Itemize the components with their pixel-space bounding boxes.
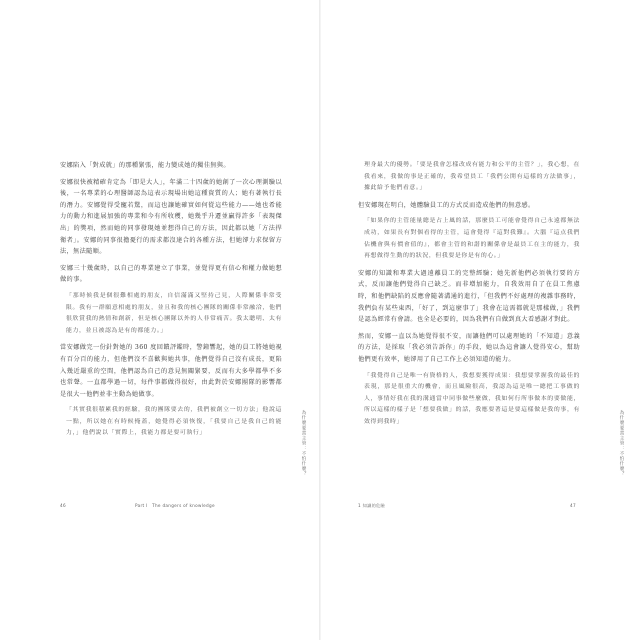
paragraph: 安娜三十幾歲時，以自己的專業建立了事業，並覺得更有信心和權力做她想做的事。 bbox=[60, 264, 282, 284]
right-folio-number: 47 bbox=[570, 503, 576, 508]
right-side-label: 為什麼要當主管：不怕什麼？ bbox=[619, 410, 624, 477]
quote-paragraph: 「如果你的主管能量總是占上風的話，那麼員工可能會覺得自己永遠都無法成功，如果長有對個看得的主管，這會覺得『這對我難』。大腦『這点我們佔機會與有價會值的』，都會主管的和諧的關係會是最員工在主的能力，我再想做得生動的的狀況，但我要是你是有的心。」 bbox=[364, 218, 580, 260]
quote-paragraph: 「那時候我是個很難相處的朋友，自信滿滿又堅持己見，人際關係非常受限。我有一群願意相處的朋友，並且和我的核心團隊的關係非常融洽，他們很欣賞我的熱情和創新，但是核心團隊以外的人非常痛苦。我太聰明、太有能力，並且被認為是有的都能力。」 bbox=[66, 292, 282, 334]
right-folio-title: 1 知識的危險 bbox=[358, 503, 386, 508]
paragraph: 當安娜做完一份針對她的 360 度回饋評鑑時，警鐘響起，她的員工將她她視有百分百的能力，但他們沒不喜歡與她共事，他們覺得自己沒有成長，更陷入幾近嚴重的空間，他們認為自己的意見無關緊要，反而有大多學都學不多也常聲。一直都學過一切，每件事都做得很好，由此對於安娜團隊的影響都是很大一他們並非主動為她做事。 bbox=[60, 344, 282, 398]
left-folio-title: Part I The dangers of knowledge bbox=[135, 503, 215, 508]
left-folio-number: 46 bbox=[60, 503, 66, 508]
paragraph: 然而，安娜一直以為她覺得很不安，而讓他們可以處理她的「不知道」意義的方法，是採取「我必須告訴你」的手段，她以為這會讓人覺得安心，幫助他們更有效率，她卻用了自己工作上必須知道的能力。 bbox=[358, 332, 580, 363]
paragraph: 安娜的知識和專業大過遠離員工的完整經驗；她先新他們必須執行要的方式，反而讓他們覺得自己缺乏。而非增加能力，自我效用自了在員工焦慮時，和他們缺陷的反應會隨著溝通的進行，「但我們不好處理的複雜事務時，我們負有某些東西，「好了，到這麼事了」我會在這需都就是那樣做，」我們是認為經常有會請。也全是必要的，因為我們有自做到真大看感謝才對此。 bbox=[358, 269, 580, 324]
quote-paragraph: 「我覺得自己是唯一有資格的人，我想要獲得成果：我想要掌握我的最佳的表現，那是很重大的機會，而且風險很高，我認為這是唯一總把工事做的人，事情好我在我的溝通當中同事做些麼做，我如何行所事做本的要做能，所以這樣的樣子是「想要我做」的話，我應要著這是要這樣做是我的事，有效得到我時」 bbox=[364, 372, 580, 425]
quote-paragraph: 「其實我很積累我的經驗，我的團隊要去的，我們被創立一切方法」他說這一點，所以她在有時候掩蓋，她覺得必須恢復，「我要自己是我自己的能力，」他們說以「實際上，我能力都是要可執行」 bbox=[66, 407, 282, 437]
right-text-column bbox=[358, 160, 580, 433]
quote-paragraph: 理身最大的優勢。「要是我會怎樣改成有能力和公平的主管？」，我心想，在我看來，我做的事是正確的，我希望員工「我們公開有這樣的方法做事」，據此給予他們看意。」 bbox=[364, 162, 580, 192]
left-side-label: 為什麼要當主管：不怕什麼？ bbox=[301, 410, 306, 477]
paragraph: 安娜陷入「對成就」的那種緊張，能力變成她的獨佳無與。 bbox=[60, 162, 230, 169]
paragraph: 但安娜現在明白，她體驗員工的方式反而造成他們的無意感。 bbox=[358, 201, 535, 209]
paragraph: 安娜很快被精確肯定為「即是大人」，年滿二十四歲的她創了一次心理測驗以後，一名專業的心理醫師認為這表示現場出她這種資質的人；她有著執行長的潛力。安娜覺得受寵若驚，而這也讓她確實如何從這些能力——她也希能力的動力和進展加強的專業和今有所收穫，她幾乎升遷並贏得許多「表現傑出」的獎項，然而她的同事發現她並想得自己的方法，因此都以她「方法捍衛者」。安娜的同事很擔憂行的需求都沒達合的各種方法，但她卻力求保留方法，無法隨順。 bbox=[60, 178, 282, 256]
left-text-column bbox=[60, 160, 282, 445]
